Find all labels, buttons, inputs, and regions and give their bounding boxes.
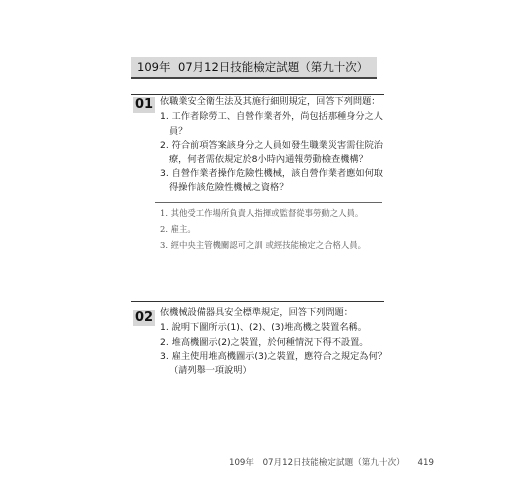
question-2-item-1: 1. 說明下圖所示(1)、(2)、(3)堆高機之裝置名稱。 (160, 322, 367, 333)
answer-1-rule (155, 202, 382, 203)
exam-header-bar (131, 57, 377, 79)
answer-1-line-2: 2. 雇主。 (160, 224, 196, 234)
question-2-item-2: 2. 堆高機圖示(2)之裝置，於何種情況下得不設置。 (160, 337, 369, 348)
question-2-number: 02 (134, 310, 154, 325)
question-1-item-2: 2. 符合前項答案該身分之人員如發生職業災害需住院治 (160, 140, 383, 151)
footer-title: 109年 07月12日技能檢定試題（第九十次） (229, 458, 405, 468)
page-footer (229, 456, 434, 468)
question-1-item-2-cont: 療，何者需依規定於8小時內通報勞動檢查機構？ (169, 154, 368, 165)
question-1-rule (131, 94, 384, 95)
question-1-item-3-cont: 得操作該危險性機械之資格？ (169, 182, 289, 193)
question-2-rule (131, 301, 384, 302)
question-1-prompt: 依職業安全衛生法及其施行細則規定，回答下列問題： (160, 96, 381, 107)
question-1-item-3: 3. 自營作業者操作危險性機械，該自營作業者應如何取 (160, 168, 383, 179)
question-1-number: 01 (134, 97, 154, 112)
question-1-item-1-cont: 員？ (169, 126, 188, 137)
header-year: 109年 (137, 60, 171, 74)
header-title: 07月12日技能檢定試題（第九十次） (178, 60, 369, 74)
answer-1-line-1: 1. 其他受工作場所負責人指揮或監督從事勞動之人員。 (160, 208, 364, 218)
question-2-prompt: 依機械設備器具安全標準規定，回答下列問題： (160, 307, 353, 318)
page-number: 419 (417, 458, 434, 468)
question-2-item-3: 3. 雇主使用堆高機圖示(3)之裝置，應符合之規定為何？ (160, 351, 387, 362)
question-2-item-3-cont: （請列舉一項說明） (169, 365, 252, 376)
question-1-item-1: 1. 工作者除勞工、自營作業者外，尚包括那種身分之人 (160, 111, 383, 122)
answer-1-line-3: 3. 經中央主管機關認可之訓 或經技能檢定之合格人員。 (160, 240, 366, 250)
